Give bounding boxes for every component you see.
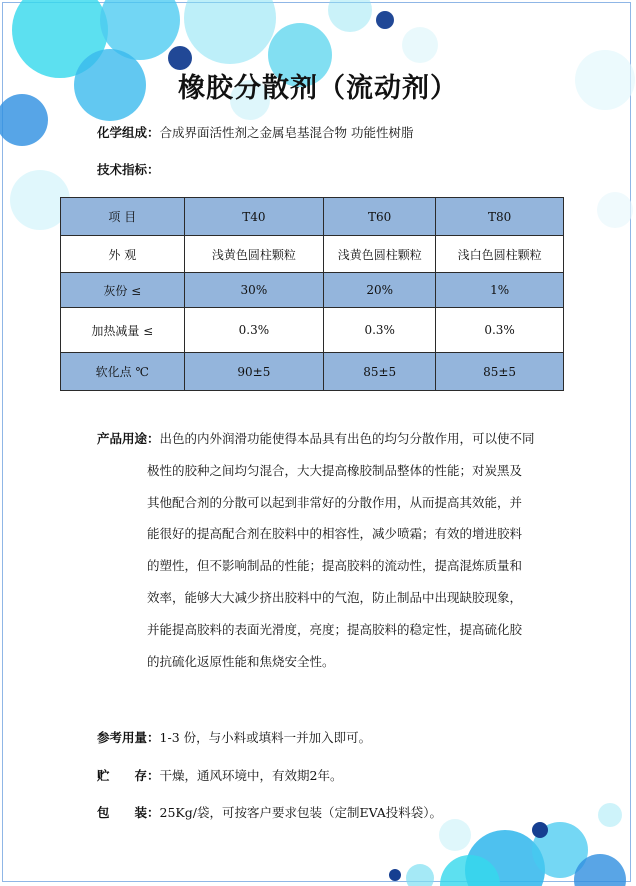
- table-row: [61, 273, 564, 308]
- packaging-label: 包 装：: [97, 805, 160, 820]
- usage-line: 的抗硫化返原性能和焦烧安全性。: [147, 653, 335, 669]
- table-cell: T80: [436, 198, 564, 236]
- bubble-icon: [406, 864, 434, 886]
- table-cell: 浅黄色圆柱颗粒: [184, 236, 324, 273]
- table-cell: 85±5: [324, 353, 436, 391]
- usage-label: 产品用途：: [97, 431, 160, 446]
- bubble-icon: [328, 0, 372, 32]
- table-cell: 20%: [324, 273, 436, 308]
- bubble-icon: [532, 822, 548, 838]
- bubble-icon: [389, 869, 401, 881]
- table-cell: 浅白色圆柱颗粒: [436, 236, 564, 273]
- bubble-icon: [598, 803, 622, 827]
- table-cell: T40: [184, 198, 324, 236]
- table-cell: 1%: [436, 273, 564, 308]
- usage-line: 的塑性，但不影响制品的性能；提高胶料的流动性，提高混炼质量和: [147, 558, 523, 574]
- table-cell: 90±5: [184, 353, 324, 391]
- spec-table: [60, 197, 564, 391]
- usage-line: 效率，能够大大减少挤出胶料中的气泡，防止制品中出现缺胶现象，: [147, 589, 523, 605]
- storage-value: 干燥，通风环境中，有效期2年。: [159, 768, 343, 783]
- table-header-row: [61, 198, 564, 236]
- dosage-line: [97, 728, 371, 746]
- table-cell: 浅黄色圆柱颗粒: [324, 236, 436, 273]
- table-row: [61, 236, 564, 273]
- table-cell: 30%: [184, 273, 324, 308]
- usage-line: 其他配合剂的分散可以起到非常好的分散作用，从而提高其效能，并: [147, 494, 523, 510]
- composition-value: 合成界面活性剂之金属皂基混合物 功能性树脂: [159, 125, 414, 140]
- page-title: 橡胶分散剂（流动剂）: [178, 73, 458, 104]
- bubble-icon: [184, 0, 276, 64]
- bubble-icon: [439, 819, 471, 851]
- storage-line: [97, 766, 342, 784]
- usage-line: 能很好的提高配合剂在胶料中的相容性，减少喷霜；有效的增进胶料: [147, 526, 523, 542]
- table-cell: T60: [324, 198, 436, 236]
- table-cell: 0.3%: [436, 308, 564, 353]
- table-cell: 0.3%: [184, 308, 324, 353]
- table-cell: 灰份 ≤: [61, 273, 185, 308]
- specs-heading: 技术指标：: [97, 162, 160, 177]
- bubble-icon: [597, 192, 633, 228]
- table-cell: 85±5: [436, 353, 564, 391]
- dosage-value: 1-3 份，与小料或填料一并加入即可。: [159, 730, 372, 745]
- table-cell: 项 目: [61, 198, 185, 236]
- usage-section: [97, 428, 535, 682]
- bubble-icon: [402, 27, 438, 63]
- usage-line: 产品用途：出色的内外润滑功能使得本品具有出色的均匀分散作用，可以使不同: [97, 431, 535, 446]
- table-cell: 软化点 ℃: [61, 353, 185, 391]
- composition-line: [97, 123, 414, 141]
- table-cell: 外 观: [61, 236, 185, 273]
- usage-line: 并能提高胶料的表面光滑度，亮度；提高胶料的稳定性，提高硫化胶: [147, 621, 523, 637]
- composition-label: 化学组成：: [97, 125, 160, 140]
- table-cell: 加热减量 ≤: [61, 308, 185, 353]
- packaging-value: 25Kg/袋，可按客户要求包装（定制EVA投料袋）。: [159, 805, 443, 820]
- packaging-line: [97, 803, 442, 821]
- table-row: [61, 353, 564, 391]
- storage-label: 贮 存：: [97, 768, 160, 783]
- table-cell: 0.3%: [324, 308, 436, 353]
- table-row: [61, 308, 564, 353]
- usage-line: 极性的胶种之间均匀混合，大大提高橡胶制品整体的性能；对炭黑及: [147, 462, 523, 478]
- bubble-icon: [376, 11, 394, 29]
- dosage-label: 参考用量：: [97, 730, 160, 745]
